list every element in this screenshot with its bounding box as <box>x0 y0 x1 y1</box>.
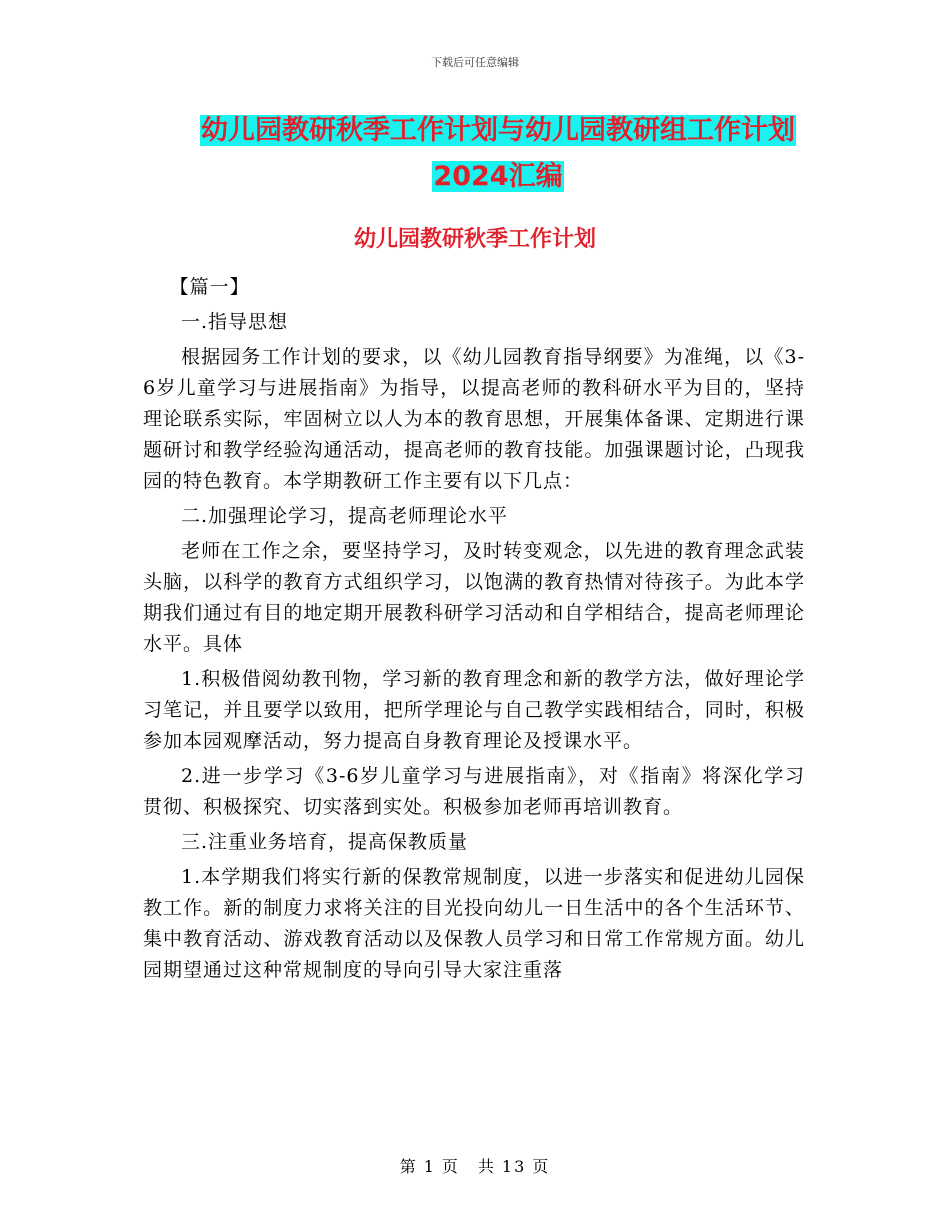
section-title: 幼儿园教研秋季工作计划 <box>353 227 596 252</box>
title-line-1: 幼儿园教研秋季工作计划与幼儿园教研组工作计划 <box>201 115 795 146</box>
paragraph: 1.积极借阅幼教刊物，学习新的教育理念和新的教学方法，做好理论学习笔记，并且要学以致用，把所学理论与自己教学实践相结合，同时，积极参加本园观摩活动，努力提高自身教育理论及授课水平。 <box>143 668 805 752</box>
heading-theory-study: 二.加强理论学习，提高老师理论水平 <box>181 505 509 527</box>
footer-mid: 页 共 <box>441 1157 496 1176</box>
paragraph: 老师在工作之余，要坚持学习，及时转变观念，以先进的教育理念武装头脑，以科学的教育方式组织学习，以饱满的教育热情对待孩子。为此本学期我们通过有目的地定期开展教科研学习活动和自学相结合，提高老师理论水平。具体 <box>143 540 805 655</box>
footer-prefix: 第 <box>399 1157 418 1176</box>
footer-suffix: 页 <box>532 1157 551 1176</box>
total-pages: 13 <box>501 1157 527 1176</box>
paragraph: 2.进一步学习《3-6岁儿童学习与进展指南》，对《指南》将深化学习贯彻、积极探究、切实落到实处。积极参加老师再培训教育。 <box>143 765 805 818</box>
title-line-2: 2024汇编 <box>433 161 563 192</box>
paragraph: 1.本学期我们将实行新的保教常规制度，以进一步落实和促进幼儿园保教工作。新的制度力求将关注的目光投向幼儿一日生活中的各个生活环节、集中教育活动、游戏教育活动以及保教人员学习和日常工作常规方面。幼儿园期望通过这种常规制度的导向引导大家注重落 <box>143 866 805 981</box>
heading-guiding-ideology: 一.指导思想 <box>181 311 289 333</box>
chapter-label: 【篇一】 <box>169 276 250 298</box>
document-title <box>140 108 856 200</box>
header-note: 下载后可任意编辑 <box>431 56 519 69</box>
page-footer <box>0 1154 950 1177</box>
paragraph: 根据园务工作计划的要求，以《幼儿园教育指导纲要》为准绳，以《3-6岁儿童学习与进展指南》为指导，以提高老师的教科研水平为目的，坚持理论联系实际，牢固树立以人为本的教育思想，开展集体备课、定期进行课题研讨和教学经验沟通活动，提高老师的教育技能。加强课题讨论，凸现我园的特色教育。本学期教研工作主要有以下几点： <box>143 346 805 492</box>
heading-business-training: 三.注重业务培育，提高保教质量 <box>181 831 469 853</box>
current-page-number: 1 <box>423 1157 436 1176</box>
document-body <box>143 272 805 986</box>
